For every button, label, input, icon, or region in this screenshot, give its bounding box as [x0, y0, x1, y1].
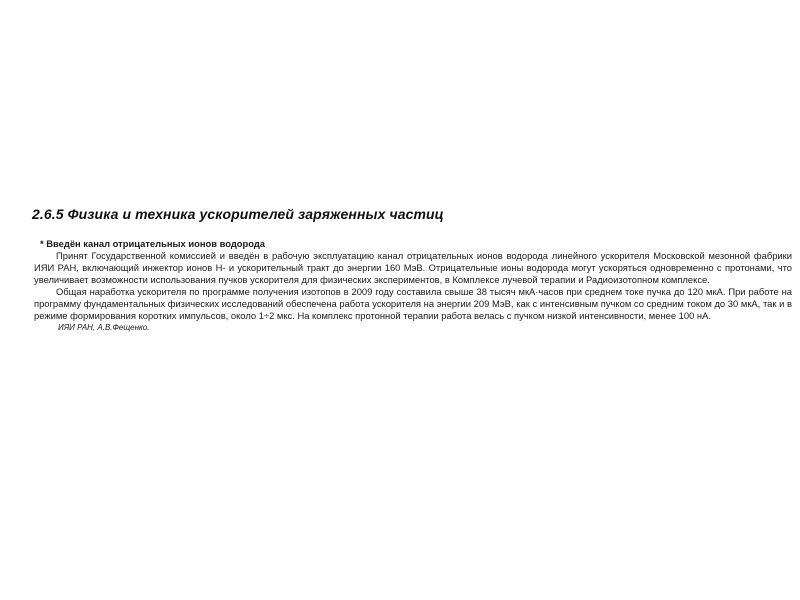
subheading: * Введён канал отрицательных ионов водорода — [40, 238, 265, 249]
section-content — [34, 238, 792, 333]
paragraph-1: Принят Государственной комиссией и введён в рабочую эксплуатацию канал отрицательных ионов водорода линейного ускорителя Московской мезонной фабрики ИЯИ РАН, включающий инжектор ионов Н- и ускорительный тракт до энергии 160 МэВ. Отрицательные ионы водорода могут ускоряться одновременно с протонами, что увеличивает возможности использования пучков ускорителя для физических экспериментов, в Комплексе лучевой терапии и Радиоизотопном комплексе. — [34, 250, 792, 285]
section-heading: 2.6.5 Физика и техника ускорителей заряженных частиц — [32, 206, 444, 222]
author-credit: ИЯИ РАН, А.В.Фещенко. — [58, 323, 150, 332]
paragraph-2: Общая наработка ускорителя по программе получения изотопов в 2009 году составила свыше 38 тысяч мкА·часов при среднем токе пучка до 120 мкА. При работе на программу фундаментальных физических исследований обеспечена работа ускорителя на энергии 209 МэВ, как с интенсивным пучком со средним током до 30 мкА, так и в режиме формирования коротких импульсов, около 1÷2 мкс. На комплекс протонной терапии работа велась с пучком низкой интенсивности, менее 100 нА. — [34, 286, 792, 321]
